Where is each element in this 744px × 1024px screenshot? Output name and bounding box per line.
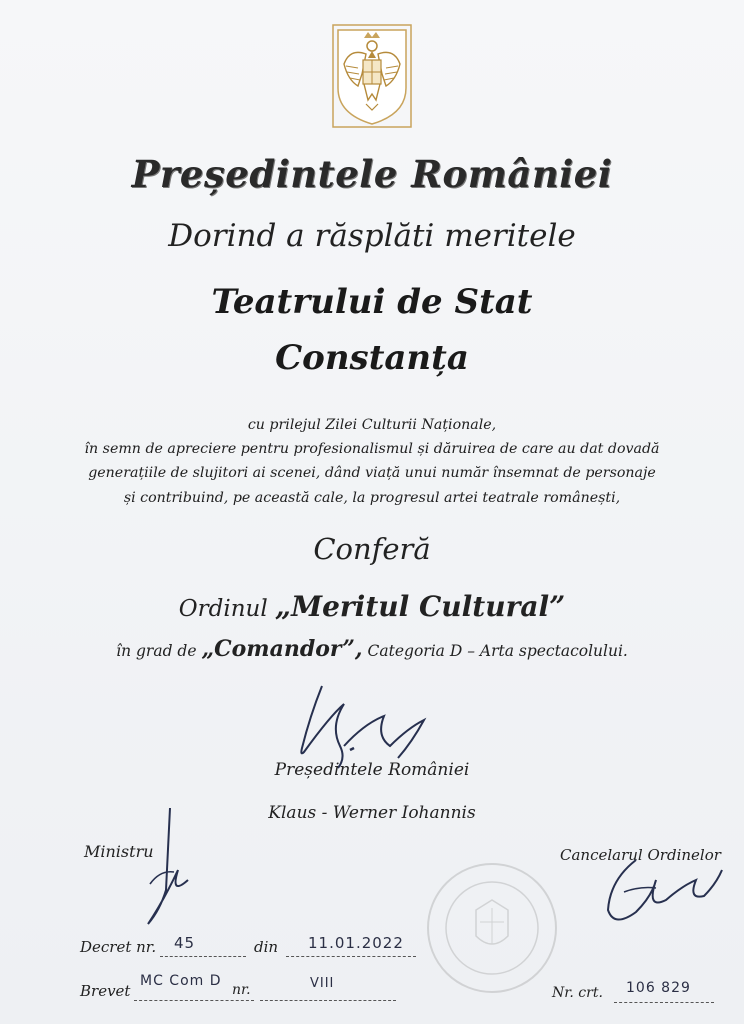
page-title: Președintele României bbox=[131, 152, 613, 196]
brevet-series: MC Com D bbox=[140, 973, 222, 989]
decret-number: 45 bbox=[174, 934, 196, 952]
recipient-line-1: Teatrului de Stat bbox=[211, 282, 533, 322]
president-title: Președintele României bbox=[274, 760, 470, 780]
body-line: generațiile de slujitori ai scenei, dând viață unui număr însemnat de personaje bbox=[88, 465, 656, 481]
brevet-series-line bbox=[134, 1000, 254, 1001]
official-seal-icon bbox=[424, 860, 560, 996]
chancellor-signature bbox=[596, 840, 726, 932]
nr-crt-line bbox=[614, 1002, 714, 1003]
nr-crt-label: Nr. crt. bbox=[552, 985, 603, 1001]
grade-line bbox=[0, 636, 744, 662]
minister-label: Ministru bbox=[84, 842, 154, 861]
grade-prefix: în grad de bbox=[116, 642, 197, 660]
order-name: Meritul Cultural bbox=[291, 590, 550, 623]
order-line bbox=[0, 590, 744, 623]
minister-signature bbox=[130, 800, 200, 930]
award-verb: Conferă bbox=[313, 532, 431, 566]
president-name: Klaus - Werner Iohannis bbox=[268, 803, 476, 823]
decret-number-line bbox=[160, 956, 246, 957]
recipient-line-2: Constanța bbox=[275, 338, 469, 378]
decret-date: 11.01.2022 bbox=[308, 934, 404, 952]
grade-close-quote: ”, bbox=[342, 636, 363, 662]
brevet-nr-label: nr. bbox=[232, 982, 251, 998]
decret-date-line bbox=[286, 956, 416, 957]
din-label: din bbox=[254, 938, 279, 956]
brevet-number-line bbox=[260, 1000, 396, 1001]
subtitle: Dorind a răsplăti meritele bbox=[168, 218, 576, 254]
body-line: în semn de apreciere pentru profesionalismul și dăruirea de care au dat dovadă bbox=[84, 441, 660, 457]
category: Categoria D – Arta spectacolului. bbox=[367, 642, 628, 660]
order-prefix: Ordinul bbox=[178, 596, 268, 622]
body-line: cu prilejul Zilei Culturii Naționale, bbox=[247, 417, 497, 433]
grade-open-quote: „ bbox=[201, 636, 215, 662]
nr-crt-value: 106 829 bbox=[626, 980, 691, 996]
romanian-coat-of-arms-icon bbox=[332, 24, 412, 128]
order-open-quote: „ bbox=[275, 590, 292, 623]
brevet-number: VIII bbox=[310, 976, 335, 991]
brevet-label: Brevet bbox=[80, 982, 131, 1000]
chancellor-label: Cancelarul Ordinelor bbox=[560, 846, 721, 864]
decret-label: Decret nr. bbox=[80, 938, 157, 956]
order-close-quote: ” bbox=[549, 590, 566, 623]
grade-name: Comandor bbox=[214, 636, 343, 662]
body-line: și contribuind, pe această cale, la progresul artei teatrale românești, bbox=[123, 490, 621, 506]
